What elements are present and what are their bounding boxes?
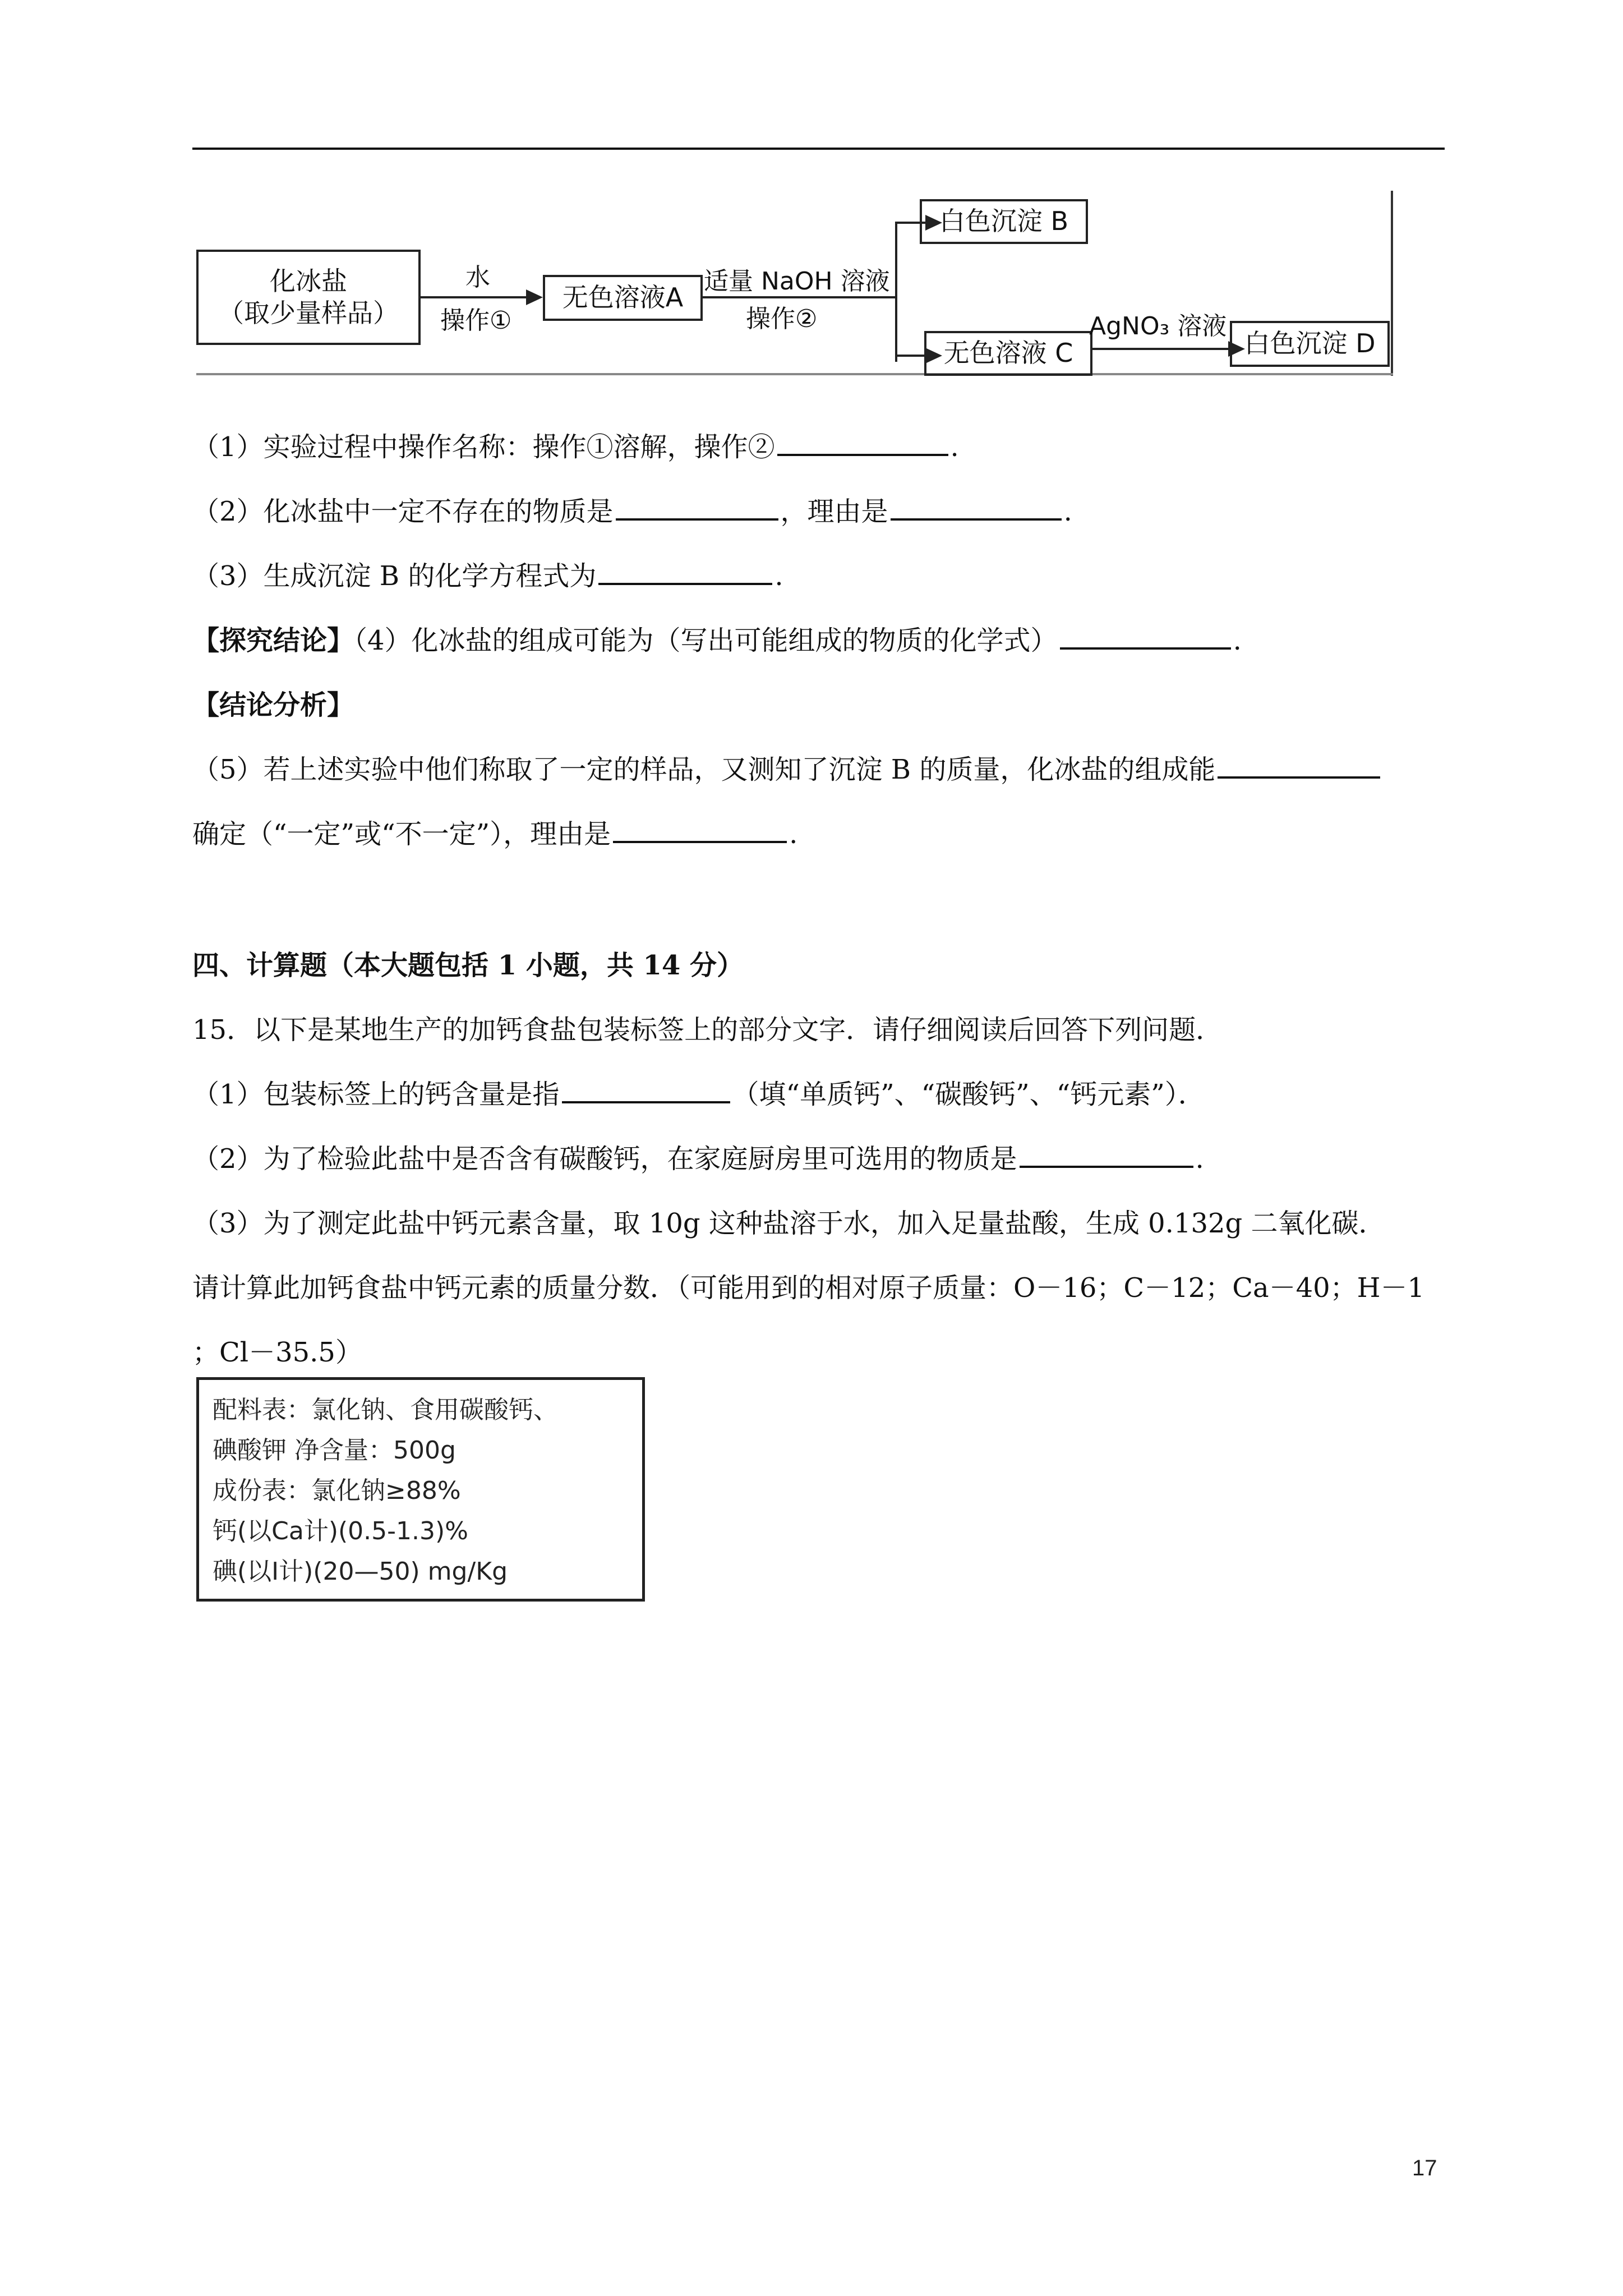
arrow2-bottom-label: 操作② xyxy=(746,305,818,333)
arrow1-head xyxy=(526,289,543,305)
label-line-2: 碘酸钾 净含量：500g xyxy=(213,1436,456,1465)
box-b-label: 白色沉淀 B xyxy=(939,206,1069,237)
box-d-label: 白色沉淀 D xyxy=(1244,328,1376,359)
q3-blank[interactable] xyxy=(598,560,772,585)
label-line-5: 碘(以I计)(20—50) mg/Kg xyxy=(213,1557,508,1586)
branch-vertical xyxy=(895,222,897,362)
q15-1-blank[interactable] xyxy=(562,1079,730,1103)
diagram-frame-bottom xyxy=(196,373,1393,375)
q4-suffix: . xyxy=(1233,625,1242,656)
q4-blank[interactable] xyxy=(1060,625,1231,650)
arrow3-top-label: AgNO₃ 溶液 xyxy=(1089,312,1227,341)
q5-line2-text: 确定（“一定”或“不一定”），理由是 xyxy=(192,818,611,850)
label-line-3: 成份表：氯化钠≥88% xyxy=(213,1476,461,1505)
q4-heading: 【探究结论】 xyxy=(192,625,354,656)
q15-2-blank[interactable] xyxy=(1020,1143,1193,1168)
box-precipitate-b xyxy=(920,199,1088,244)
q15-part1 xyxy=(192,1073,1205,1111)
start-box-line1: 化冰盐 xyxy=(270,265,347,296)
header-rule xyxy=(192,148,1445,150)
experiment-flow-diagram xyxy=(196,191,1396,376)
page-number: 17 xyxy=(1412,2156,1437,2180)
q1-suffix: . xyxy=(950,431,959,463)
arrow1-line xyxy=(421,296,530,298)
start-box-line2: （取少量样品） xyxy=(218,298,399,328)
q4-text: （4）化冰盐的组成可能为（写出可能组成的物质的化学式） xyxy=(354,625,1058,656)
question-2 xyxy=(192,490,1072,528)
question-4 xyxy=(192,619,1242,657)
q15-2-suffix: . xyxy=(1195,1143,1204,1175)
section4-heading: 四、计算题（本大题包括 1 小题，共 14 分） xyxy=(192,950,744,981)
salt-package-label xyxy=(196,1377,645,1602)
q5-line1-text: （5）若上述实验中他们称取了一定的样品，又测知了沉淀 B 的质量，化冰盐的组成能 xyxy=(192,754,1216,785)
label-line-4: 钙(以Ca计)(0.5-1.3)% xyxy=(213,1517,468,1545)
q5-blank-certainty[interactable] xyxy=(1218,754,1380,779)
q3-suffix: . xyxy=(774,560,783,592)
q15-part3-line2: 请计算此加钙食盐中钙元素的质量分数．（可能用到的相对原子质量：O－16；C－12；Ca－40；H－1 xyxy=(192,1272,1425,1304)
box-solution-a xyxy=(543,275,703,321)
q15-intro: 15．以下是某地生产的加钙食盐包装标签上的部分文字．请仔细阅读后回答下列问题． xyxy=(192,1014,1223,1046)
box-a-label: 无色溶液A xyxy=(562,282,684,313)
q15-1-text: （1）包装标签上的钙含量是指 xyxy=(192,1079,560,1110)
arrow3-line xyxy=(1092,348,1232,350)
q15-part3-line3: ；Cl－35.5） xyxy=(192,1337,362,1368)
box-c-label: 无色溶液 C xyxy=(943,338,1073,369)
question-1 xyxy=(192,425,959,464)
q2-mid: ，理由是 xyxy=(780,496,888,527)
q2-suffix: . xyxy=(1063,496,1072,527)
question-3 xyxy=(192,554,783,593)
q2-blank-substance[interactable] xyxy=(616,496,778,521)
arrow2-top-label: 适量 NaOH 溶液 xyxy=(704,267,890,296)
q3-text: （3）生成沉淀 B 的化学方程式为 xyxy=(192,560,597,592)
q15-part3-line1: （3）为了测定此盐中钙元素含量，取 10g 这种盐溶于水，加入足量盐酸，生成 0.132g 二氧化碳． xyxy=(192,1208,1386,1239)
q15-2-text: （2）为了检验此盐中是否含有碳酸钙，在家庭厨房里可选用的物质是 xyxy=(192,1143,1017,1175)
label-line-1: 配料表：氯化钠、食用碳酸钙、 xyxy=(213,1396,558,1424)
start-box xyxy=(196,250,421,345)
arrow1-top-label: 水 xyxy=(465,263,490,292)
q5-blank-reason[interactable] xyxy=(613,818,787,843)
q15-part2 xyxy=(192,1137,1204,1176)
arrow1-bottom-label: 操作① xyxy=(440,306,512,335)
q1-blank[interactable] xyxy=(777,431,948,456)
question-5-line2 xyxy=(192,812,797,851)
q2-blank-reason[interactable] xyxy=(891,496,1062,521)
analysis-heading: 【结论分析】 xyxy=(192,689,354,721)
q5-suffix: . xyxy=(789,818,798,850)
q15-1-suffix: （填“单质钙”、“碳酸钙”、“钙元素”）． xyxy=(732,1079,1205,1110)
question-5-line1 xyxy=(192,748,1382,786)
q2-text: （2）化冰盐中一定不存在的物质是 xyxy=(192,496,614,527)
q1-text: （1）实验过程中操作名称：操作①溶解，操作② xyxy=(192,431,775,463)
box-precipitate-d xyxy=(1230,321,1390,367)
diagram-frame-right xyxy=(1391,191,1393,376)
box-solution-c xyxy=(924,331,1092,376)
